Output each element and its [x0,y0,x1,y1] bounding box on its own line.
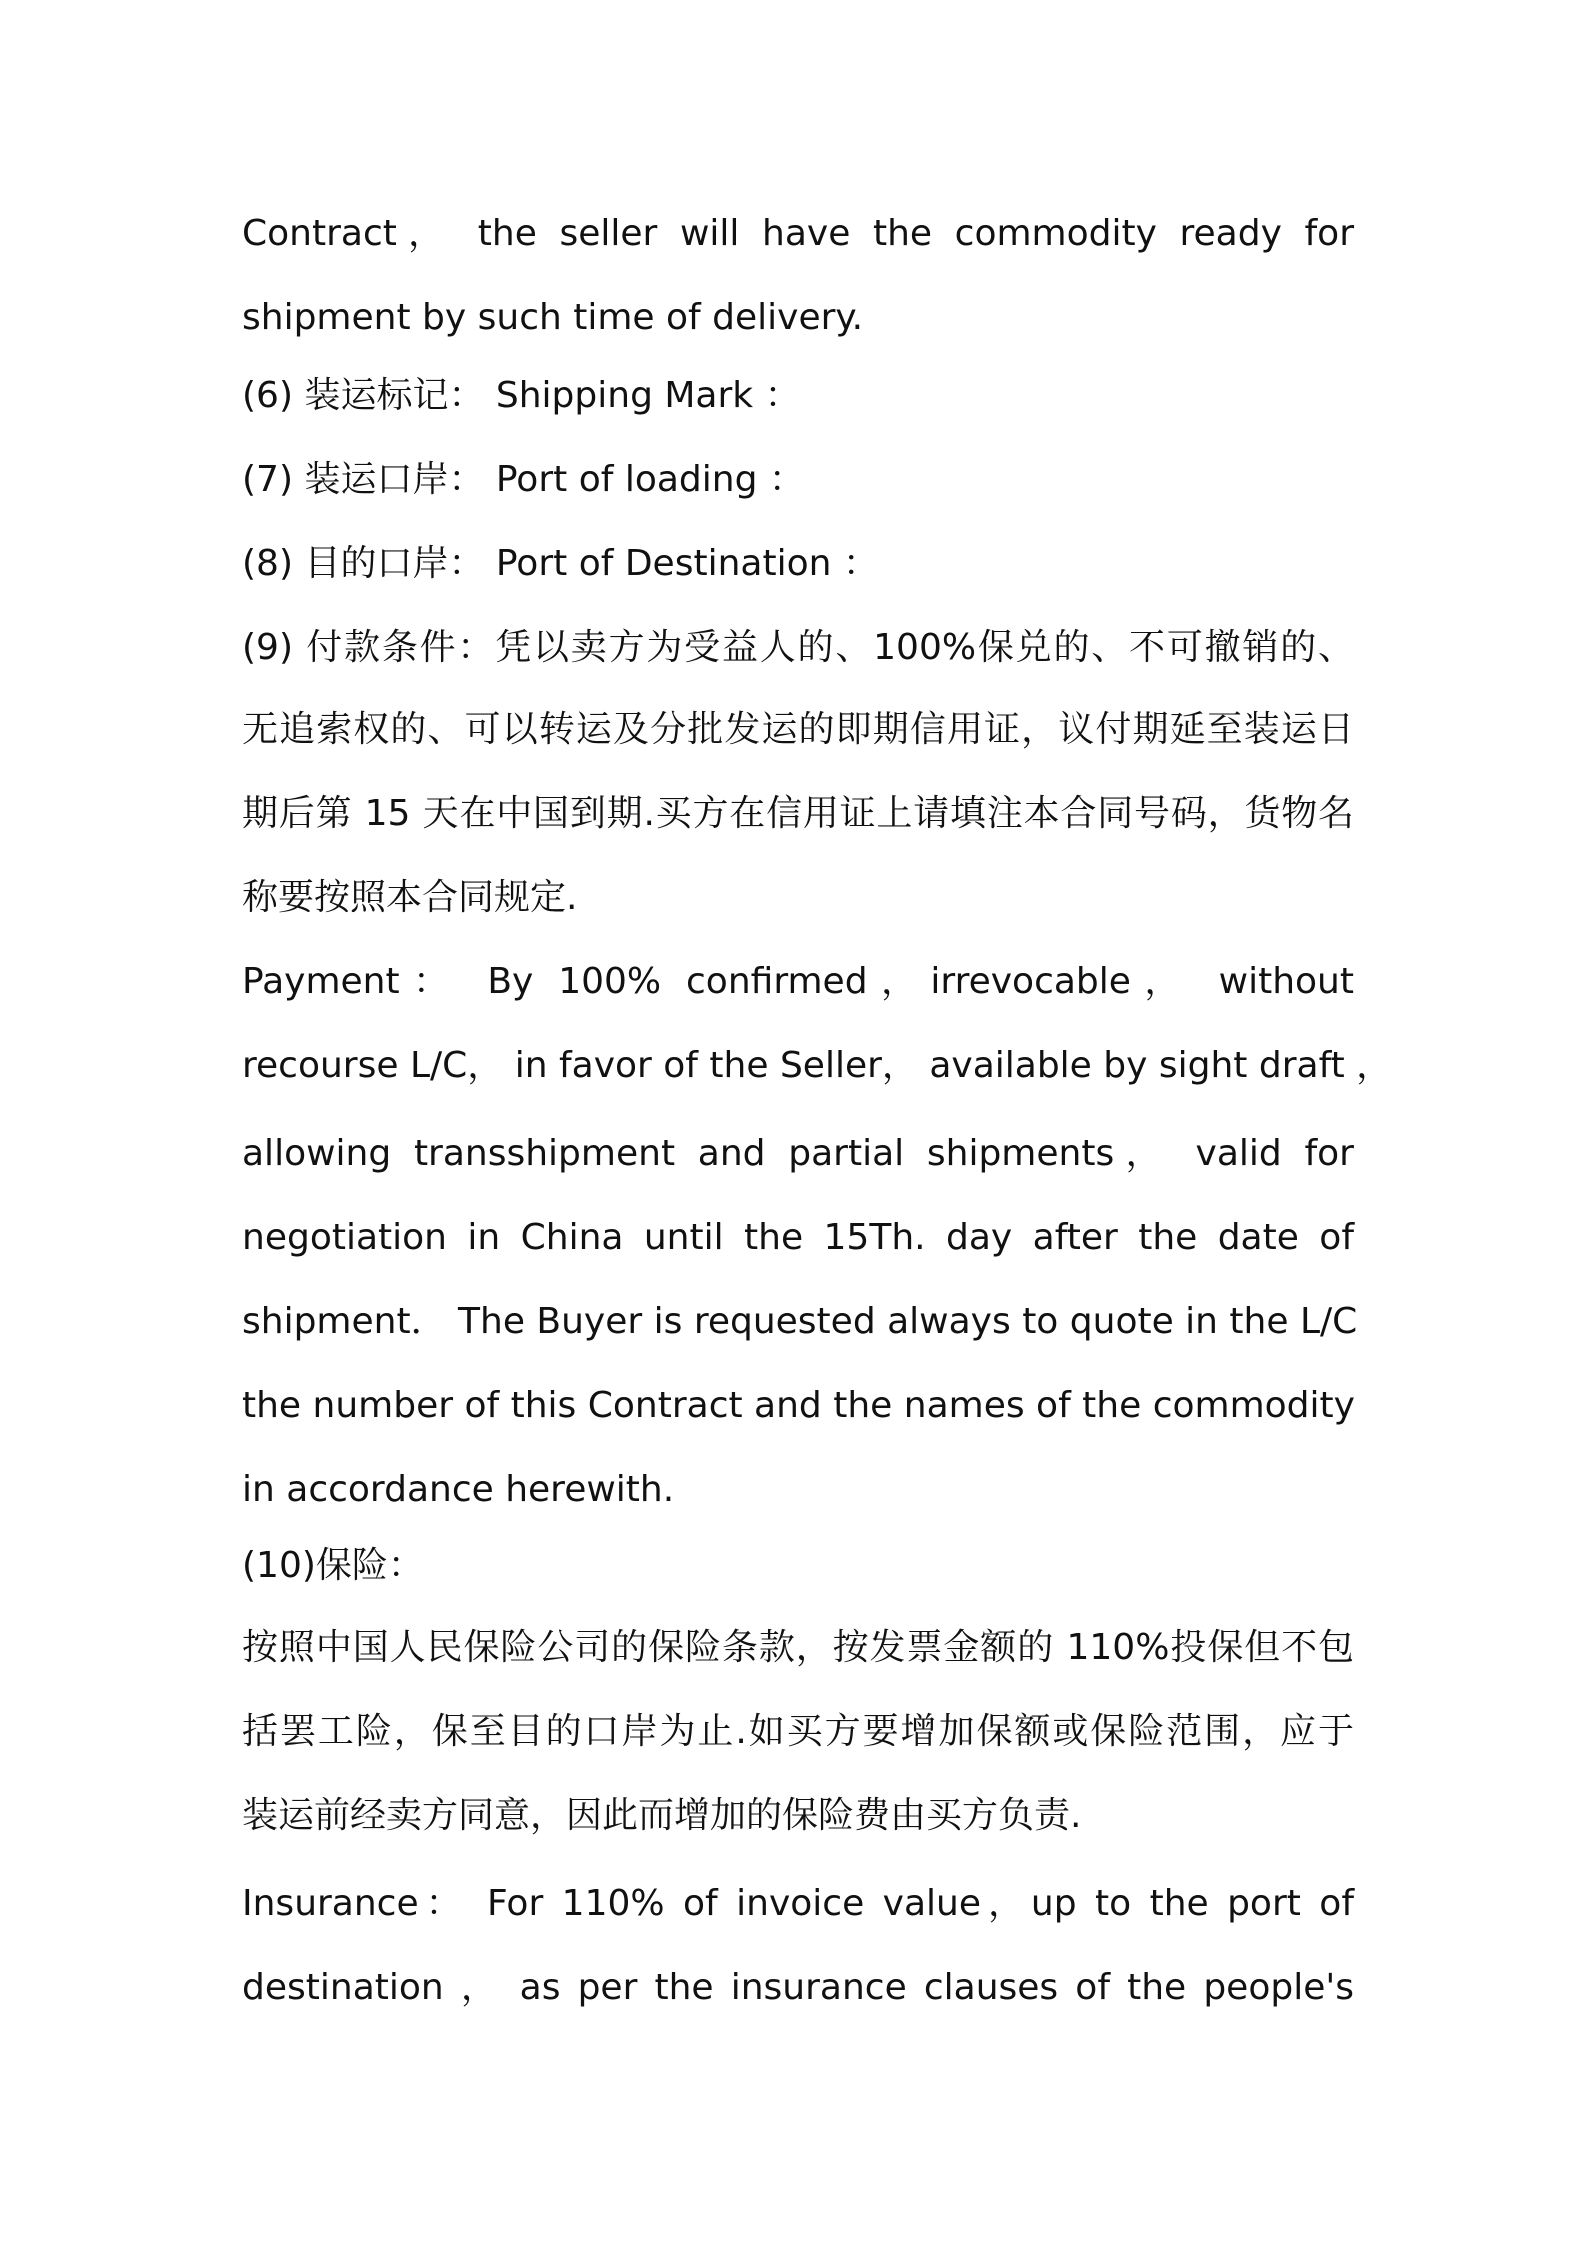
text-line: destination ， as per the insurance clauses of the people's [242,1967,1354,2008]
text-line: in accordance herewith. [242,1469,675,1510]
text-line: (9) 付款条件：凭以卖方为受益人的、100%保兑的、不可撤销的、 [242,627,1354,668]
text-line: (8) 目的口岸： Port of Destination ： [242,543,879,584]
text-line: Insurance： For 110% of invoice value，up to the port of [242,1883,1354,1924]
text-line: recourse L/C， in favor of the Seller， available by sight draft ， [242,1045,1393,1086]
text-line: 无追索权的、可以转运及分批发运的即期信用证，议付期延至装运日 [242,709,1354,750]
text-line: (6) 装运标记： Shipping Mark ： [242,375,801,416]
text-line: 装运前经卖方同意，因此而增加的保险费由买方负责. [242,1795,1082,1836]
text-line: (10)保险： [242,1545,424,1586]
text-line: the number of this Contract and the names of the commodity [242,1385,1355,1426]
text-line: Payment： By 100% confirmed，irrevocable， without [242,961,1354,1002]
text-line: shipment by such time of delivery. [242,297,864,338]
text-line: negotiation in China until the 15Th. day after the date of [242,1217,1354,1258]
text-line: shipment． The Buyer is requested always to quote in the L/C [242,1301,1358,1342]
text-line: Contract， the seller will have the commodity ready for [242,213,1354,254]
text-line: (7) 装运口岸： Port of loading ： [242,459,805,500]
text-line: 称要按照本合同规定. [242,877,578,918]
text-line: 期后第 15 天在中国到期.买方在信用证上请填注本合同号码，货物名 [242,793,1354,834]
text-line: 按照中国人民保险公司的保险条款，按发票金额的 110%投保但不包 [242,1627,1354,1668]
text-line: 括罢工险，保至目的口岸为止.如买方要增加保额或保险范围，应于 [242,1711,1354,1752]
text-line: allowing transshipment and partial shipments， valid for [242,1133,1354,1174]
